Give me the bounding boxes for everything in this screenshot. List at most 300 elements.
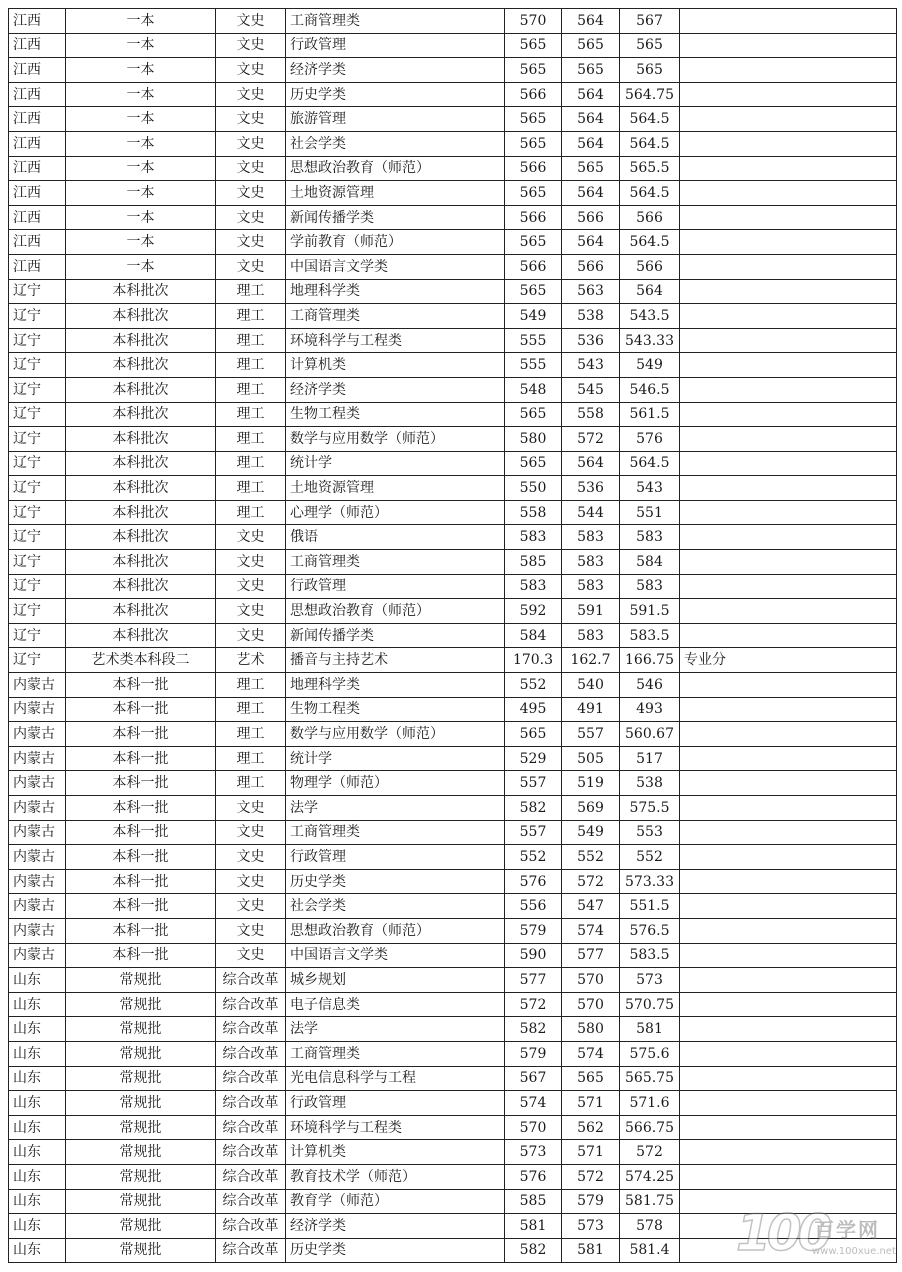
note-cell xyxy=(680,328,897,353)
province-cell: 内蒙古 xyxy=(9,673,66,698)
avg-score-cell: 565.5 xyxy=(620,156,680,181)
table-row xyxy=(9,9,897,34)
subject-type-cell: 文史 xyxy=(216,107,286,132)
batch-cell: 本科批次 xyxy=(66,353,216,378)
avg-score-cell: 546 xyxy=(620,673,680,698)
avg-score-cell: 566 xyxy=(620,254,680,279)
min-score-cell: 574 xyxy=(562,918,620,943)
table-row xyxy=(9,1041,897,1066)
major-cell: 历史学类 xyxy=(286,1238,505,1263)
batch-cell: 本科一批 xyxy=(66,722,216,747)
max-score-cell: 557 xyxy=(505,771,562,796)
batch-cell: 一本 xyxy=(66,33,216,58)
table-row xyxy=(9,476,897,501)
major-cell: 城乡规划 xyxy=(286,968,505,993)
max-score-cell: 582 xyxy=(505,1017,562,1042)
table-row xyxy=(9,230,897,255)
min-score-cell: 571 xyxy=(562,1140,620,1165)
max-score-cell: 566 xyxy=(505,254,562,279)
table-row xyxy=(9,254,897,279)
max-score-cell: 574 xyxy=(505,1091,562,1116)
subject-type-cell: 文史 xyxy=(216,230,286,255)
min-score-cell: 583 xyxy=(562,550,620,575)
note-cell xyxy=(680,1164,897,1189)
province-cell: 江西 xyxy=(9,230,66,255)
province-cell: 江西 xyxy=(9,107,66,132)
avg-score-cell: 576.5 xyxy=(620,918,680,943)
min-score-cell: 565 xyxy=(562,156,620,181)
note-cell xyxy=(680,722,897,747)
table-row xyxy=(9,599,897,624)
batch-cell: 本科批次 xyxy=(66,599,216,624)
province-cell: 辽宁 xyxy=(9,353,66,378)
avg-score-cell: 517 xyxy=(620,746,680,771)
avg-score-cell: 583 xyxy=(620,574,680,599)
note-cell xyxy=(680,1189,897,1214)
table-row xyxy=(9,353,897,378)
avg-score-cell: 581.4 xyxy=(620,1238,680,1263)
province-cell: 江西 xyxy=(9,82,66,107)
batch-cell: 一本 xyxy=(66,181,216,206)
max-score-cell: 555 xyxy=(505,353,562,378)
major-cell: 行政管理 xyxy=(286,845,505,870)
min-score-cell: 557 xyxy=(562,722,620,747)
province-cell: 辽宁 xyxy=(9,476,66,501)
max-score-cell: 566 xyxy=(505,205,562,230)
table-row xyxy=(9,869,897,894)
avg-score-cell: 493 xyxy=(620,697,680,722)
min-score-cell: 564 xyxy=(562,451,620,476)
min-score-cell: 574 xyxy=(562,1041,620,1066)
batch-cell: 一本 xyxy=(66,82,216,107)
major-cell: 学前教育（师范） xyxy=(286,230,505,255)
batch-cell: 本科一批 xyxy=(66,918,216,943)
watermark-url: www.100xue.net xyxy=(812,1246,896,1257)
avg-score-cell: 575.6 xyxy=(620,1041,680,1066)
province-cell: 江西 xyxy=(9,205,66,230)
min-score-cell: 566 xyxy=(562,254,620,279)
max-score-cell: 550 xyxy=(505,476,562,501)
max-score-cell: 565 xyxy=(505,131,562,156)
table-row xyxy=(9,451,897,476)
avg-score-cell: 564 xyxy=(620,279,680,304)
subject-type-cell: 艺术 xyxy=(216,648,286,673)
province-cell: 山东 xyxy=(9,992,66,1017)
avg-score-cell: 584 xyxy=(620,550,680,575)
major-cell: 俄语 xyxy=(286,525,505,550)
subject-type-cell: 综合改革 xyxy=(216,1066,286,1091)
min-score-cell: 564 xyxy=(562,82,620,107)
min-score-cell: 569 xyxy=(562,796,620,821)
major-cell: 教育学（师范） xyxy=(286,1189,505,1214)
table-row xyxy=(9,377,897,402)
max-score-cell: 565 xyxy=(505,181,562,206)
note-cell xyxy=(680,230,897,255)
table-row xyxy=(9,1189,897,1214)
subject-type-cell: 文史 xyxy=(216,869,286,894)
note-cell xyxy=(680,894,897,919)
max-score-cell: 555 xyxy=(505,328,562,353)
max-score-cell: 579 xyxy=(505,918,562,943)
note-cell xyxy=(680,402,897,427)
province-cell: 山东 xyxy=(9,1238,66,1263)
avg-score-cell: 561.5 xyxy=(620,402,680,427)
subject-type-cell: 理工 xyxy=(216,304,286,329)
subject-type-cell: 综合改革 xyxy=(216,1164,286,1189)
table-row xyxy=(9,918,897,943)
batch-cell: 常规批 xyxy=(66,1041,216,1066)
province-cell: 辽宁 xyxy=(9,328,66,353)
province-cell: 山东 xyxy=(9,968,66,993)
subject-type-cell: 文史 xyxy=(216,156,286,181)
avg-score-cell: 565.75 xyxy=(620,1066,680,1091)
province-cell: 内蒙古 xyxy=(9,697,66,722)
table-body xyxy=(9,9,897,1263)
batch-cell: 本科一批 xyxy=(66,869,216,894)
subject-type-cell: 文史 xyxy=(216,623,286,648)
max-score-cell: 592 xyxy=(505,599,562,624)
min-score-cell: 573 xyxy=(562,1214,620,1239)
province-cell: 山东 xyxy=(9,1115,66,1140)
min-score-cell: 540 xyxy=(562,673,620,698)
avg-score-cell: 166.75 xyxy=(620,648,680,673)
province-cell: 山东 xyxy=(9,1017,66,1042)
max-score-cell: 565 xyxy=(505,230,562,255)
avg-score-cell: 570.75 xyxy=(620,992,680,1017)
min-score-cell: 580 xyxy=(562,1017,620,1042)
subject-type-cell: 综合改革 xyxy=(216,1189,286,1214)
min-score-cell: 570 xyxy=(562,968,620,993)
major-cell: 行政管理 xyxy=(286,33,505,58)
table-row xyxy=(9,402,897,427)
major-cell: 土地资源管理 xyxy=(286,476,505,501)
min-score-cell: 583 xyxy=(562,623,620,648)
batch-cell: 本科批次 xyxy=(66,476,216,501)
province-cell: 山东 xyxy=(9,1066,66,1091)
major-cell: 历史学类 xyxy=(286,82,505,107)
table-row xyxy=(9,1115,897,1140)
table-row xyxy=(9,1091,897,1116)
batch-cell: 常规批 xyxy=(66,1017,216,1042)
note-cell xyxy=(680,377,897,402)
subject-type-cell: 综合改革 xyxy=(216,1238,286,1263)
note-cell xyxy=(680,9,897,34)
subject-type-cell: 理工 xyxy=(216,353,286,378)
note-cell xyxy=(680,500,897,525)
batch-cell: 本科一批 xyxy=(66,746,216,771)
max-score-cell: 570 xyxy=(505,1115,562,1140)
avg-score-cell: 573 xyxy=(620,968,680,993)
avg-score-cell: 565 xyxy=(620,58,680,83)
max-score-cell: 556 xyxy=(505,894,562,919)
batch-cell: 本科一批 xyxy=(66,894,216,919)
min-score-cell: 543 xyxy=(562,353,620,378)
major-cell: 中国语言文学类 xyxy=(286,254,505,279)
batch-cell: 本科批次 xyxy=(66,623,216,648)
note-cell xyxy=(680,623,897,648)
subject-type-cell: 综合改革 xyxy=(216,992,286,1017)
major-cell: 物理学（师范） xyxy=(286,771,505,796)
province-cell: 内蒙古 xyxy=(9,918,66,943)
subject-type-cell: 综合改革 xyxy=(216,1091,286,1116)
avg-score-cell: 564.75 xyxy=(620,82,680,107)
note-cell xyxy=(680,279,897,304)
major-cell: 电子信息类 xyxy=(286,992,505,1017)
province-cell: 内蒙古 xyxy=(9,722,66,747)
avg-score-cell: 538 xyxy=(620,771,680,796)
subject-type-cell: 综合改革 xyxy=(216,968,286,993)
major-cell: 行政管理 xyxy=(286,574,505,599)
major-cell: 法学 xyxy=(286,1017,505,1042)
major-cell: 环境科学与工程类 xyxy=(286,328,505,353)
batch-cell: 本科批次 xyxy=(66,304,216,329)
max-score-cell: 572 xyxy=(505,992,562,1017)
major-cell: 统计学 xyxy=(286,746,505,771)
subject-type-cell: 理工 xyxy=(216,500,286,525)
batch-cell: 本科批次 xyxy=(66,377,216,402)
subject-type-cell: 文史 xyxy=(216,796,286,821)
subject-type-cell: 综合改革 xyxy=(216,1017,286,1042)
note-cell xyxy=(680,58,897,83)
batch-cell: 本科批次 xyxy=(66,451,216,476)
max-score-cell: 582 xyxy=(505,796,562,821)
max-score-cell: 548 xyxy=(505,377,562,402)
table-row xyxy=(9,623,897,648)
table-row xyxy=(9,894,897,919)
max-score-cell: 565 xyxy=(505,279,562,304)
note-cell xyxy=(680,992,897,1017)
table-row xyxy=(9,796,897,821)
major-cell: 工商管理类 xyxy=(286,304,505,329)
subject-type-cell: 理工 xyxy=(216,377,286,402)
province-cell: 内蒙古 xyxy=(9,771,66,796)
table-row xyxy=(9,1017,897,1042)
min-score-cell: 572 xyxy=(562,427,620,452)
major-cell: 生物工程类 xyxy=(286,697,505,722)
batch-cell: 常规批 xyxy=(66,1238,216,1263)
major-cell: 经济学类 xyxy=(286,1214,505,1239)
province-cell: 辽宁 xyxy=(9,402,66,427)
min-score-cell: 579 xyxy=(562,1189,620,1214)
max-score-cell: 549 xyxy=(505,304,562,329)
subject-type-cell: 理工 xyxy=(216,722,286,747)
table-row xyxy=(9,181,897,206)
major-cell: 计算机类 xyxy=(286,353,505,378)
max-score-cell: 557 xyxy=(505,820,562,845)
batch-cell: 常规批 xyxy=(66,1214,216,1239)
table-row xyxy=(9,328,897,353)
avg-score-cell: 553 xyxy=(620,820,680,845)
avg-score-cell: 551.5 xyxy=(620,894,680,919)
max-score-cell: 565 xyxy=(505,451,562,476)
subject-type-cell: 文史 xyxy=(216,58,286,83)
subject-type-cell: 理工 xyxy=(216,279,286,304)
min-score-cell: 565 xyxy=(562,1066,620,1091)
subject-type-cell: 综合改革 xyxy=(216,1041,286,1066)
province-cell: 辽宁 xyxy=(9,377,66,402)
province-cell: 山东 xyxy=(9,1164,66,1189)
province-cell: 内蒙古 xyxy=(9,796,66,821)
note-cell: 专业分 xyxy=(680,648,897,673)
watermark-mark: 100 xyxy=(736,1204,829,1262)
major-cell: 思想政治教育（师范） xyxy=(286,599,505,624)
batch-cell: 常规批 xyxy=(66,1164,216,1189)
min-score-cell: 583 xyxy=(562,525,620,550)
note-cell xyxy=(680,918,897,943)
note-cell xyxy=(680,1041,897,1066)
note-cell xyxy=(680,869,897,894)
min-score-cell: 544 xyxy=(562,500,620,525)
province-cell: 江西 xyxy=(9,33,66,58)
avg-score-cell: 572 xyxy=(620,1140,680,1165)
note-cell xyxy=(680,181,897,206)
table-row xyxy=(9,427,897,452)
subject-type-cell: 理工 xyxy=(216,328,286,353)
note-cell xyxy=(680,845,897,870)
table-row xyxy=(9,525,897,550)
note-cell xyxy=(680,451,897,476)
province-cell: 江西 xyxy=(9,156,66,181)
avg-score-cell: 543 xyxy=(620,476,680,501)
major-cell: 社会学类 xyxy=(286,894,505,919)
batch-cell: 一本 xyxy=(66,9,216,34)
major-cell: 法学 xyxy=(286,796,505,821)
min-score-cell: 564 xyxy=(562,107,620,132)
note-cell xyxy=(680,427,897,452)
province-cell: 辽宁 xyxy=(9,648,66,673)
avg-score-cell: 549 xyxy=(620,353,680,378)
province-cell: 辽宁 xyxy=(9,279,66,304)
major-cell: 新闻传播学类 xyxy=(286,623,505,648)
major-cell: 思想政治教育（师范） xyxy=(286,918,505,943)
min-score-cell: 536 xyxy=(562,328,620,353)
subject-type-cell: 文史 xyxy=(216,33,286,58)
max-score-cell: 573 xyxy=(505,1140,562,1165)
major-cell: 工商管理类 xyxy=(286,9,505,34)
table-row xyxy=(9,1214,897,1239)
table-row xyxy=(9,574,897,599)
major-cell: 土地资源管理 xyxy=(286,181,505,206)
batch-cell: 本科一批 xyxy=(66,943,216,968)
major-cell: 计算机类 xyxy=(286,1140,505,1165)
batch-cell: 常规批 xyxy=(66,1140,216,1165)
note-cell xyxy=(680,943,897,968)
table-row xyxy=(9,107,897,132)
avg-score-cell: 543.33 xyxy=(620,328,680,353)
table-row xyxy=(9,648,897,673)
max-score-cell: 576 xyxy=(505,869,562,894)
note-cell xyxy=(680,1238,897,1263)
major-cell: 心理学（师范） xyxy=(286,500,505,525)
province-cell: 山东 xyxy=(9,1214,66,1239)
province-cell: 内蒙古 xyxy=(9,845,66,870)
province-cell: 辽宁 xyxy=(9,599,66,624)
max-score-cell: 576 xyxy=(505,1164,562,1189)
avg-score-cell: 581.75 xyxy=(620,1189,680,1214)
subject-type-cell: 综合改革 xyxy=(216,1214,286,1239)
table-row xyxy=(9,500,897,525)
max-score-cell: 585 xyxy=(505,550,562,575)
min-score-cell: 538 xyxy=(562,304,620,329)
subject-type-cell: 综合改革 xyxy=(216,1115,286,1140)
subject-type-cell: 理工 xyxy=(216,451,286,476)
batch-cell: 常规批 xyxy=(66,1115,216,1140)
major-cell: 中国语言文学类 xyxy=(286,943,505,968)
note-cell xyxy=(680,156,897,181)
major-cell: 历史学类 xyxy=(286,869,505,894)
max-score-cell: 583 xyxy=(505,574,562,599)
batch-cell: 本科批次 xyxy=(66,328,216,353)
batch-cell: 一本 xyxy=(66,58,216,83)
major-cell: 播音与主持艺术 xyxy=(286,648,505,673)
note-cell xyxy=(680,673,897,698)
major-cell: 经济学类 xyxy=(286,377,505,402)
avg-score-cell: 564.5 xyxy=(620,230,680,255)
major-cell: 地理科学类 xyxy=(286,279,505,304)
subject-type-cell: 文史 xyxy=(216,599,286,624)
major-cell: 环境科学与工程类 xyxy=(286,1115,505,1140)
note-cell xyxy=(680,968,897,993)
note-cell xyxy=(680,746,897,771)
min-score-cell: 571 xyxy=(562,1091,620,1116)
major-cell: 社会学类 xyxy=(286,131,505,156)
subject-type-cell: 文史 xyxy=(216,894,286,919)
province-cell: 辽宁 xyxy=(9,451,66,476)
subject-type-cell: 文史 xyxy=(216,205,286,230)
max-score-cell: 565 xyxy=(505,722,562,747)
max-score-cell: 552 xyxy=(505,845,562,870)
avg-score-cell: 564.5 xyxy=(620,181,680,206)
note-cell xyxy=(680,1017,897,1042)
batch-cell: 本科批次 xyxy=(66,279,216,304)
avg-score-cell: 571.6 xyxy=(620,1091,680,1116)
avg-score-cell: 564.5 xyxy=(620,131,680,156)
max-score-cell: 565 xyxy=(505,33,562,58)
subject-type-cell: 文史 xyxy=(216,254,286,279)
max-score-cell: 566 xyxy=(505,156,562,181)
note-cell xyxy=(680,254,897,279)
province-cell: 内蒙古 xyxy=(9,943,66,968)
table-row xyxy=(9,746,897,771)
batch-cell: 一本 xyxy=(66,205,216,230)
subject-type-cell: 文史 xyxy=(216,9,286,34)
batch-cell: 本科一批 xyxy=(66,796,216,821)
avg-score-cell: 583 xyxy=(620,525,680,550)
min-score-cell: 581 xyxy=(562,1238,620,1263)
table-row xyxy=(9,992,897,1017)
table-row xyxy=(9,968,897,993)
province-cell: 内蒙古 xyxy=(9,869,66,894)
note-cell xyxy=(680,574,897,599)
note-cell xyxy=(680,1091,897,1116)
avg-score-cell: 565 xyxy=(620,33,680,58)
min-score-cell: 519 xyxy=(562,771,620,796)
batch-cell: 一本 xyxy=(66,131,216,156)
major-cell: 地理科学类 xyxy=(286,673,505,698)
note-cell xyxy=(680,1214,897,1239)
max-score-cell: 565 xyxy=(505,402,562,427)
min-score-cell: 572 xyxy=(562,869,620,894)
note-cell xyxy=(680,525,897,550)
subject-type-cell: 理工 xyxy=(216,771,286,796)
admission-scores-table xyxy=(8,8,897,1263)
batch-cell: 本科批次 xyxy=(66,525,216,550)
min-score-cell: 162.7 xyxy=(562,648,620,673)
subject-type-cell: 文史 xyxy=(216,574,286,599)
note-cell xyxy=(680,771,897,796)
table-row xyxy=(9,697,897,722)
major-cell: 教育技术学（师范） xyxy=(286,1164,505,1189)
